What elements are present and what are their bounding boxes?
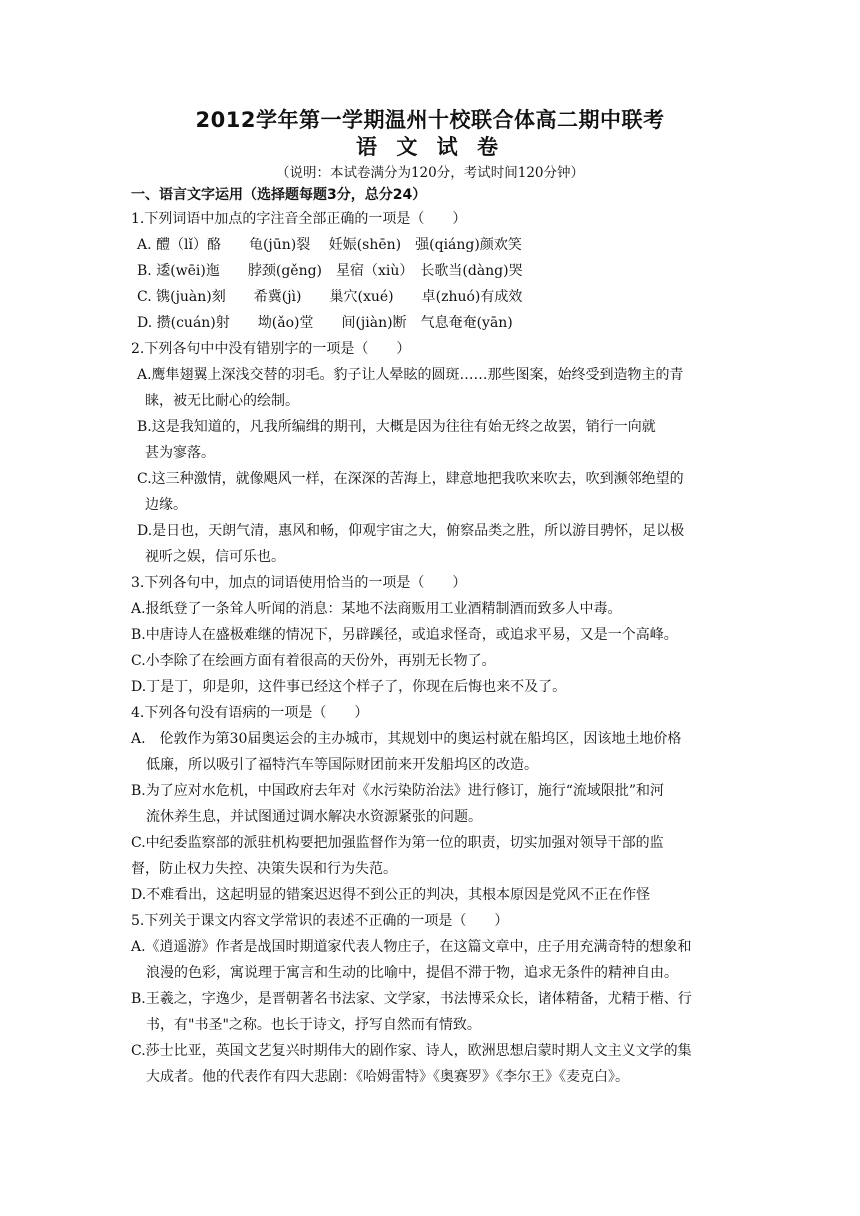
exam-subtitle: 语 文 试 卷 bbox=[356, 135, 504, 159]
question-2-option-a-line1: A.鹰隼翅翼上深浅交替的羽毛。豹子让人晕眩的圆斑……那些图案，始终受到造物主的青 bbox=[137, 367, 684, 383]
question-5-option-c-line2: 大成者。他的代表作有四大悲剧：《哈姆雷特》《奥赛罗》《李尔王》《麦克白》。 bbox=[146, 1069, 629, 1085]
question-3-option-a: A.报纸登了一条耸人听闻的消息：某地不法商贩用工业酒精制酒而致多人中毒。 bbox=[131, 601, 622, 617]
question-2-option-b-line2: 甚为寥落。 bbox=[145, 445, 215, 461]
question-2-option-d-line2: 视听之娱，信可乐也。 bbox=[145, 549, 285, 565]
question-1-option-b: B. 逶(wēi)迤 脖颈(gěng) 星宿（xiù） 长歌当(dàng)哭 bbox=[137, 263, 523, 279]
question-1-stem: 1.下列词语中加点的字注音全部正确的一项是（ ） bbox=[131, 211, 467, 227]
question-4-option-a-line1: A. 伦敦作为第30届奥运会的主办城市，其规划中的奥运村就在船坞区，因该地土地价格 bbox=[131, 731, 682, 747]
question-1-option-d: D. 攒(cuán)射 坳(ǎo)堂 间(jiàn)断 气息奄奄(yān) bbox=[137, 315, 513, 331]
question-5-option-a-line1: A.《逍遥游》作者是战国时期道家代表人物庄子，在这篇文章中，庄子用充满奇特的想象和 bbox=[131, 939, 692, 955]
question-5-stem: 5.下列关于课文内容文学常识的表述不正确的一项是（ ） bbox=[131, 913, 509, 929]
question-3-stem: 3.下列各句中，加点的词语使用恰当的一项是（ ） bbox=[131, 575, 467, 591]
question-5-option-b-line2: 书，有"书圣"之称。也长于诗文，抒写自然而有情致。 bbox=[146, 1017, 481, 1033]
question-2-option-b-line1: B.这是我知道的，凡我所编缉的期刊，大概是因为往往有始无终之故罢，销行一向就 bbox=[137, 419, 656, 435]
question-2-option-c-line1: C.这三种激情，就像飓风一样，在深深的苦海上，肆意地把我吹来吹去，吹到濒邻绝望的 bbox=[137, 471, 684, 487]
question-4-option-c-line2: 督，防止权力失控、决策失误和行为失范。 bbox=[131, 861, 397, 877]
question-2-option-a-line2: 睐，被无比耐心的绘制。 bbox=[145, 393, 299, 409]
question-3-option-c: C.小李除了在绘画方面有着很高的天份外，再别无长物了。 bbox=[131, 653, 496, 669]
question-4-option-c-line1: C.中纪委监察部的派驻机构要把加强监督作为第一位的职责，切实加强对领导干部的监 bbox=[131, 835, 664, 851]
question-5-option-b-line1: B.王羲之，字逸少，是晋朝著名书法家、文学家，书法博采众长，诸体精备，尤精于楷、行 bbox=[131, 991, 692, 1007]
question-3-option-d: D.丁是丁，卯是卯，这件事已经这个样子了，你现在后悔也来不及了。 bbox=[131, 679, 567, 695]
question-4-option-b-line2: 流休养生息，并试图通过调水解决水资源紧张的问题。 bbox=[146, 809, 482, 825]
question-4-option-a-line2: 低廉，所以吸引了福特汽车等国际财团前来开发船坞区的改造。 bbox=[146, 757, 538, 773]
question-2-option-c-line2: 边缘。 bbox=[145, 497, 187, 513]
question-1-option-a: A. 醴（lǐ）酪 龟(jūn)裂 妊娠(shēn) 强(qiáng)颜欢笑 bbox=[137, 237, 522, 253]
question-5-option-c-line1: C.莎士比亚，英国文艺复兴时期伟大的剧作家、诗人，欧洲思想启蒙时期人文主义文学的集 bbox=[131, 1043, 692, 1059]
exam-note: （说明：本试卷满分为120分，考试时间120分钟） bbox=[275, 165, 585, 181]
question-2-stem: 2.下列各句中中没有错别字的一项是（ ） bbox=[131, 341, 411, 357]
question-4-option-b-line1: B.为了应对水危机，中国政府去年对《水污染防治法》进行修订，施行“流域限批”和河 bbox=[131, 783, 665, 799]
question-1-option-c: C. 镌(juàn)刻 希冀(jì) 巢穴(xué) 卓(zhuó)有成效 bbox=[137, 289, 523, 305]
question-4-stem: 4.下列各句没有语病的一项是（ ） bbox=[131, 705, 369, 721]
question-4-option-d: D.不难看出，这起明显的错案迟迟得不到公正的判决，其根本原因是党风不正在作怪 bbox=[131, 887, 651, 903]
question-2-option-d-line1: D.是日也，天朗气清，惠风和畅，仰观宇宙之大，俯察品类之胜，所以游目骋怀，足以极 bbox=[137, 523, 685, 539]
exam-title: 2012学年第一学期温州十校联合体高二期中联考 bbox=[195, 108, 665, 132]
question-3-option-b: B.中唐诗人在盛极难继的情况下，另辟蹊径，或追求怪奇，或追求平易，又是一个高峰。 bbox=[131, 627, 678, 643]
section-heading: 一、语言文字运用（选择题每题3分，总分24） bbox=[131, 187, 427, 203]
question-5-option-a-line2: 浪漫的色彩，寓说理于寓言和生动的比喻中，提倡不滞于物，追求无条件的精神自由。 bbox=[146, 965, 678, 981]
